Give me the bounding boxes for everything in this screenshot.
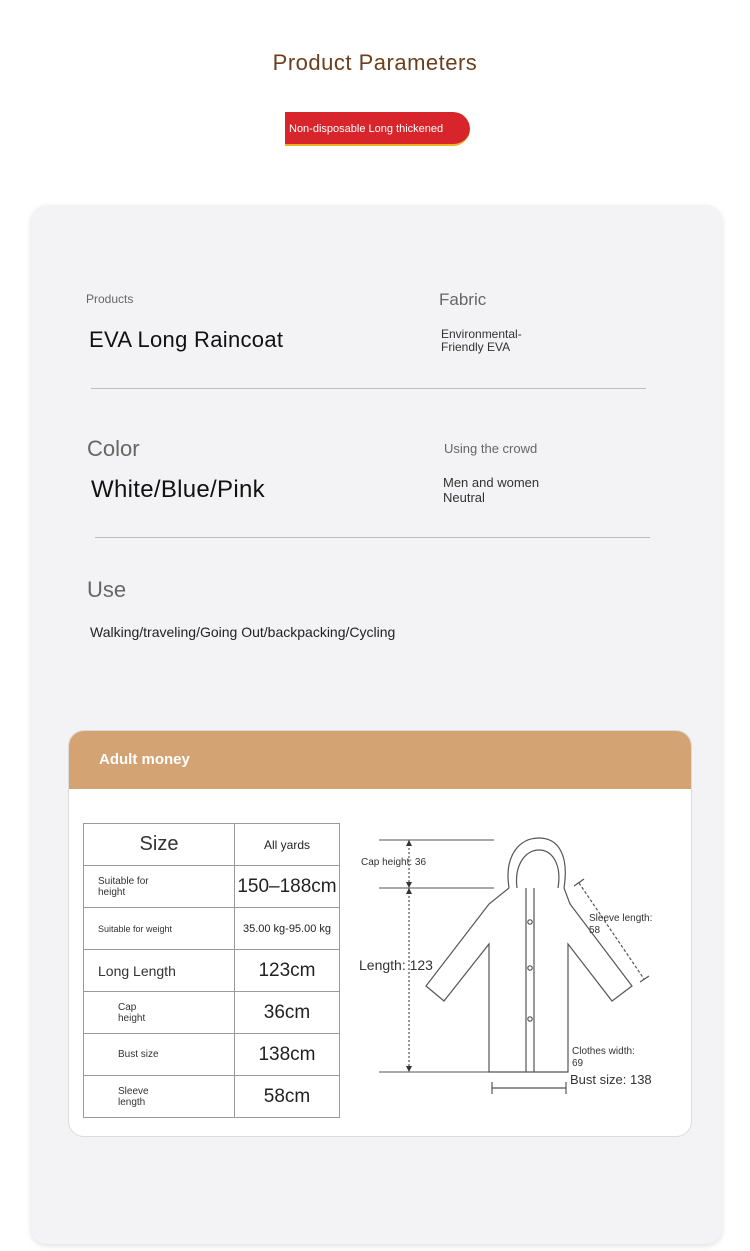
use-value: Walking/traveling/Going Out/backpacking/Cycling bbox=[90, 624, 396, 640]
height-key-line2: height bbox=[98, 886, 126, 898]
cap-height-label: Cap height: 36 bbox=[361, 857, 427, 868]
products-value: EVA Long Raincoat bbox=[89, 327, 284, 352]
sleeve-length-line1: Sleeve length: bbox=[589, 913, 653, 924]
cap-key bbox=[84, 992, 235, 1034]
fabric-label: Fabric bbox=[439, 290, 487, 309]
table-row bbox=[84, 1076, 340, 1118]
divider bbox=[91, 388, 646, 389]
length-value: 123cm bbox=[235, 950, 340, 992]
clothes-width-line2: 69 bbox=[572, 1058, 584, 1069]
sleeve-key-line1: Sleeve bbox=[118, 1085, 149, 1097]
table-row bbox=[84, 824, 340, 866]
bust-value: 138cm bbox=[235, 1034, 340, 1076]
sleeve-value: 58cm bbox=[235, 1076, 340, 1118]
size-panel-header: Adult money bbox=[69, 731, 691, 789]
color-label: Color bbox=[87, 436, 140, 461]
fabric-value-line2: Friendly EVA bbox=[441, 340, 511, 354]
height-key-line1: Suitable for bbox=[98, 875, 149, 887]
table-row bbox=[84, 866, 340, 908]
fabric-value bbox=[441, 328, 522, 354]
weight-value: 35.00 kg-95.00 kg bbox=[235, 908, 340, 950]
product-badge: Non-disposable Long thickened bbox=[285, 112, 470, 146]
size-key: Size bbox=[84, 824, 235, 866]
size-panel bbox=[68, 730, 692, 1137]
products-label: Products bbox=[86, 292, 134, 306]
cap-value: 36cm bbox=[235, 992, 340, 1034]
fabric-value-line1: Environmental- bbox=[441, 327, 522, 341]
page-title: Product Parameters bbox=[272, 50, 478, 75]
color-value: White/Blue/Pink bbox=[91, 476, 265, 503]
clothes-width-line1: Clothes width: bbox=[572, 1046, 635, 1057]
height-value: 150–188cm bbox=[235, 866, 340, 908]
bust-size-label: Bust size: 138 bbox=[570, 1072, 652, 1087]
length-label: Length: 123 bbox=[359, 957, 433, 973]
crowd-value bbox=[443, 475, 539, 505]
bust-key: Bust size bbox=[84, 1034, 235, 1076]
divider bbox=[95, 537, 650, 538]
cap-key-line1: Cap bbox=[118, 1001, 137, 1013]
length-key: Long Length bbox=[84, 950, 235, 992]
crowd-label: Using the crowd bbox=[444, 441, 538, 456]
use-label: Use bbox=[87, 577, 127, 602]
table-row bbox=[84, 908, 340, 950]
cap-key-line2: height bbox=[118, 1012, 146, 1024]
size-value: All yards bbox=[235, 824, 340, 866]
table-row bbox=[84, 992, 340, 1034]
size-table bbox=[83, 823, 340, 1118]
hood-inner bbox=[517, 850, 559, 888]
sleeve-key-line2: length bbox=[118, 1096, 146, 1108]
table-row bbox=[84, 950, 340, 992]
clothes-width-label bbox=[572, 1046, 635, 1070]
crowd-value-line2: Neutral bbox=[443, 490, 485, 505]
table-row bbox=[84, 1034, 340, 1076]
sleeve-length-line2: 58 bbox=[589, 925, 601, 936]
height-key bbox=[84, 866, 235, 908]
crowd-value-line1: Men and women bbox=[443, 475, 540, 490]
weight-key: Suitable for weight bbox=[84, 908, 235, 950]
sleeve-key bbox=[84, 1076, 235, 1118]
sleeve-length-label bbox=[589, 913, 652, 937]
